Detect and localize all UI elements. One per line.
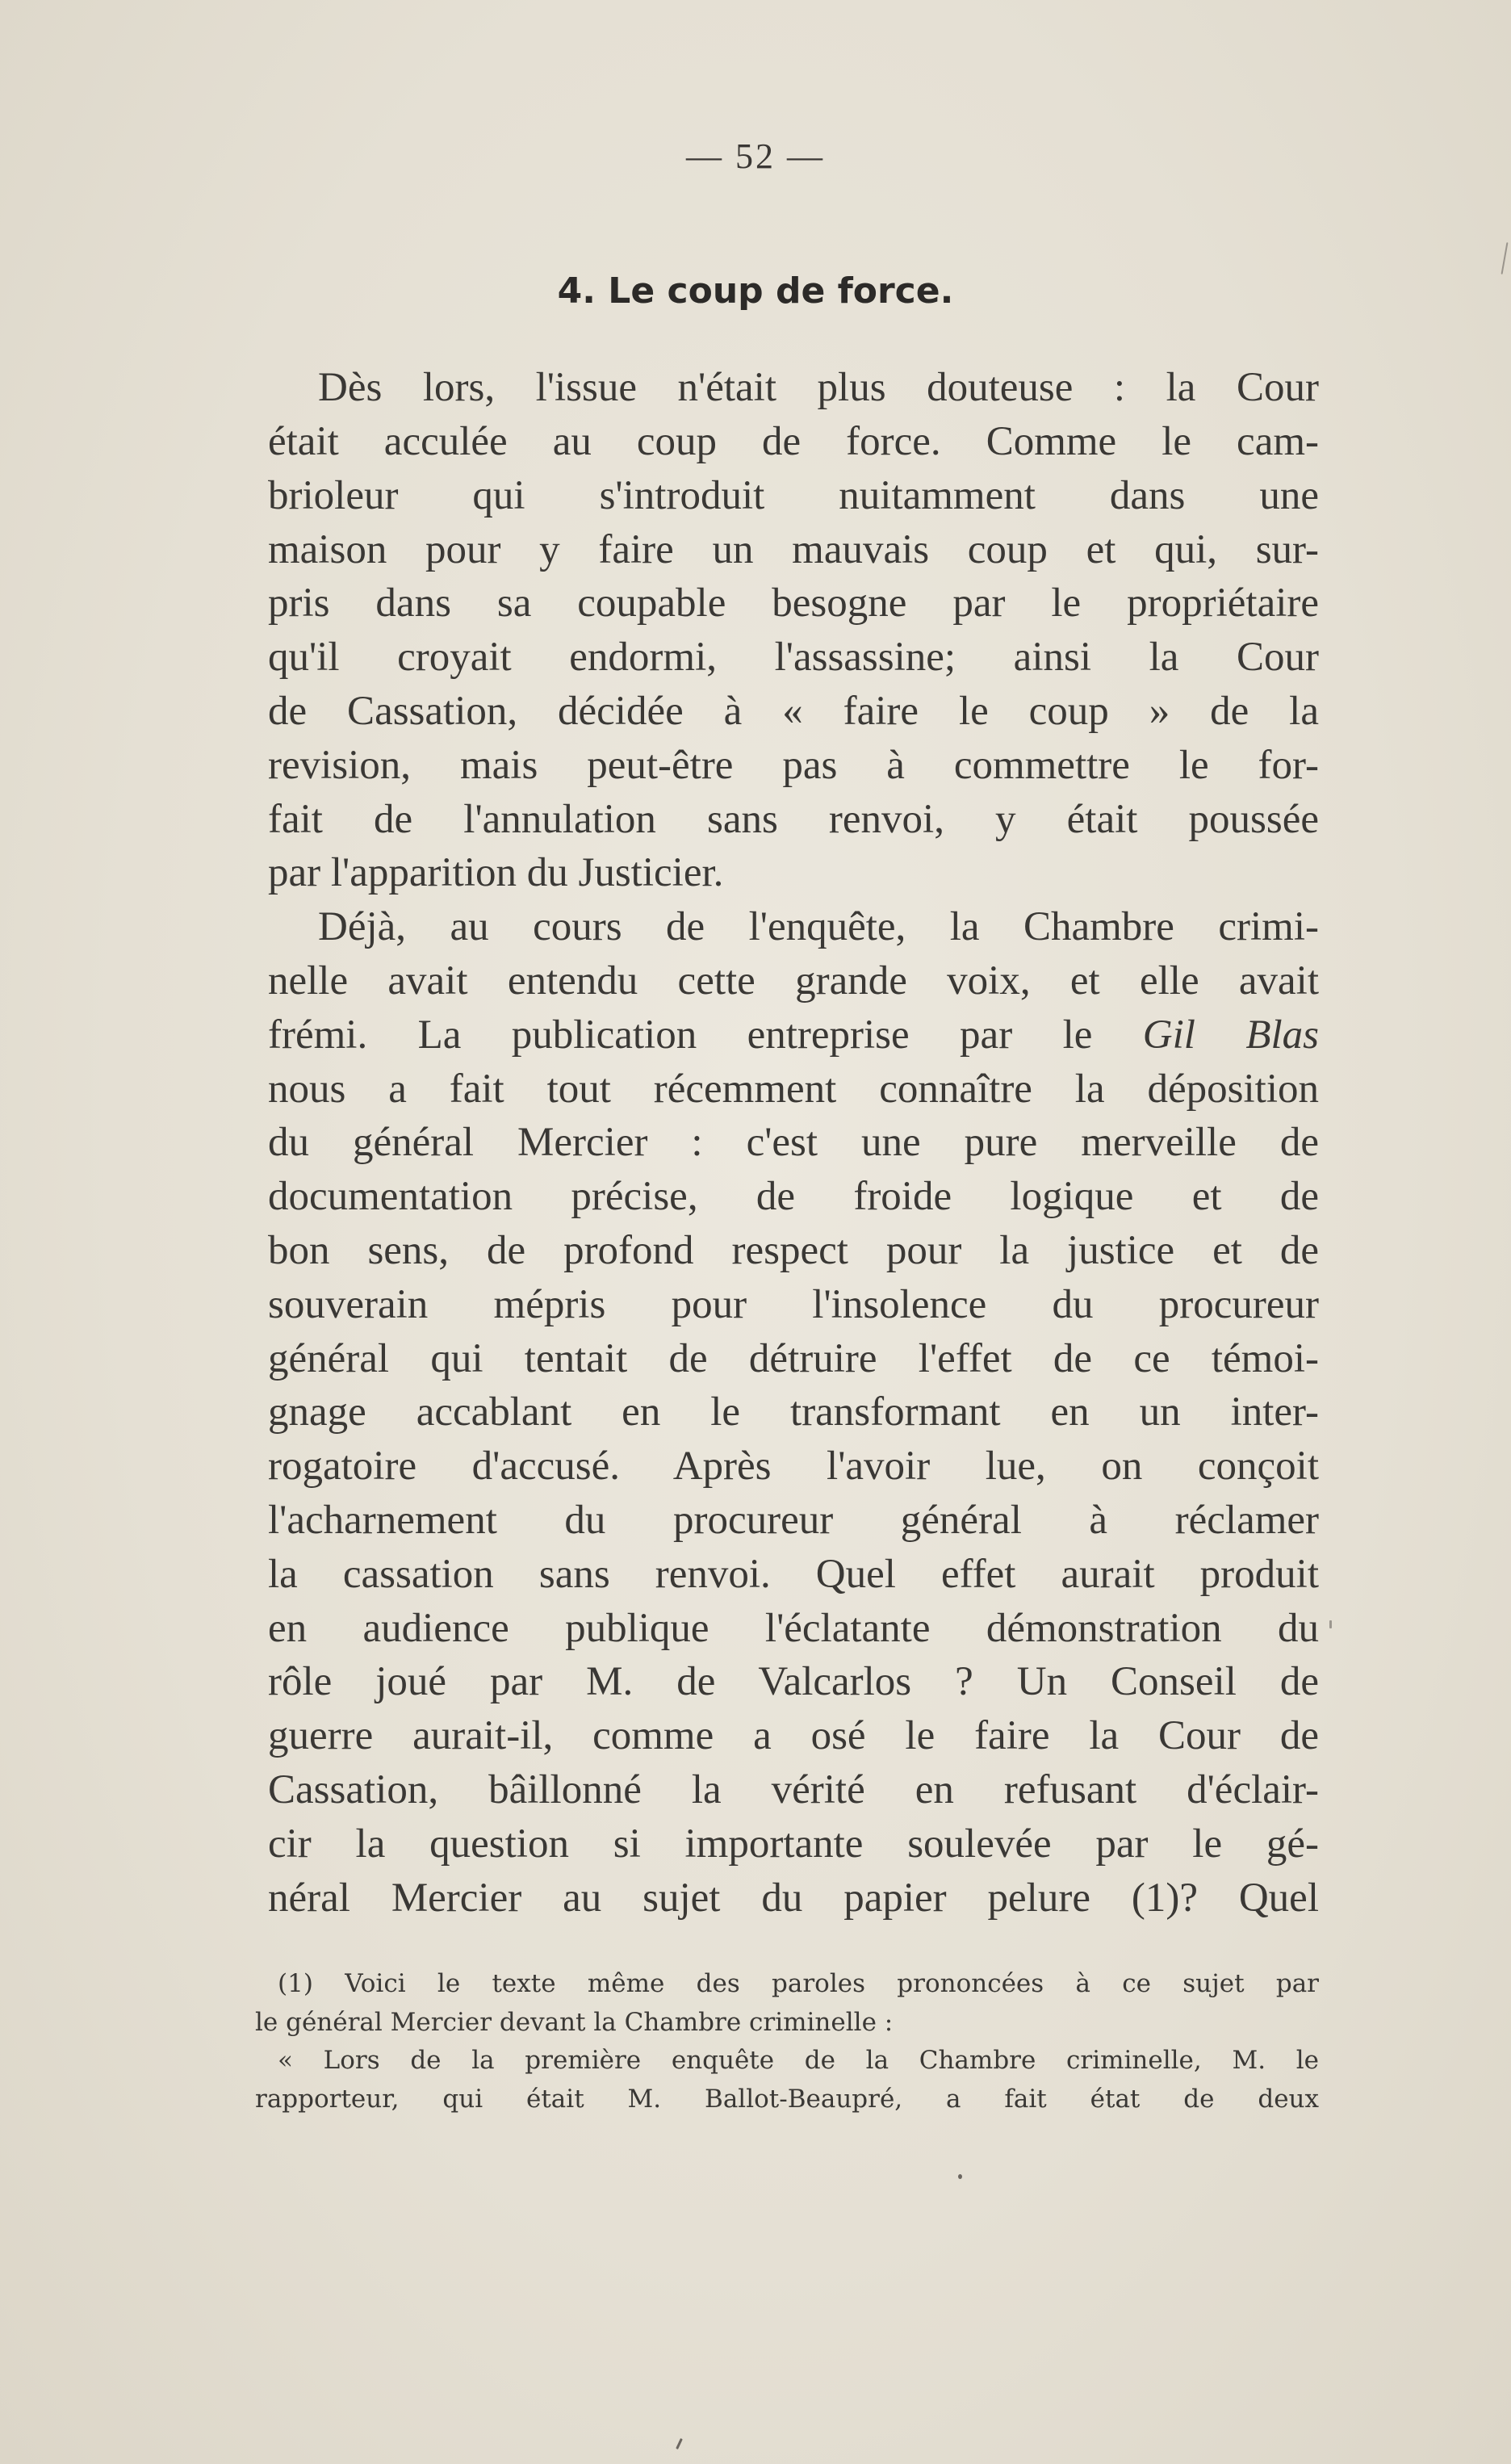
body-line: fait de l'annulation sans renvoi, y était poussée	[268, 797, 1319, 842]
body-line: Déjà, au cours de l'enquête, la Chambre crimi-	[318, 904, 1319, 949]
body-line: maison pour y faire un mauvais coup et qui, sur-	[268, 527, 1319, 572]
footnote-line: le général Mercier devant la Chambre criminelle :	[255, 2008, 894, 2037]
section-heading: 4. Le coup de force.	[557, 270, 954, 312]
body-line: général qui tentait de détruire l'effet de ce témoi-	[268, 1336, 1319, 1381]
paper-speck	[958, 2174, 962, 2179]
body-line: documentation précise, de froide logique et de	[268, 1174, 1319, 1219]
body-line: néral Mercier au sujet du papier pelure (1)? Quel	[268, 1875, 1319, 1921]
body-line: guerre aurait-il, comme a osé le faire la Cour de	[268, 1713, 1319, 1758]
body-line: était acculée au coup de force. Comme le cam-	[268, 419, 1319, 464]
body-line: en audience publique l'éclatante démonstration du	[268, 1606, 1319, 1651]
paper-speck	[676, 2438, 683, 2449]
body-line-text: frémi. La publication entreprise par le	[268, 1012, 1143, 1058]
body-line: pris dans sa coupable besogne par le propriétaire	[268, 580, 1319, 626]
body-line: rogatoire d'accusé. Après l'avoir lue, on conçoit	[268, 1444, 1319, 1489]
body-line: Cassation, bâillonné la vérité en refusant d'éclair-	[268, 1767, 1319, 1812]
body-line: brioleur qui s'introduit nuitamment dans une	[268, 473, 1319, 518]
paper-speck	[1501, 242, 1509, 274]
body-line: nous a fait tout récemment connaître la déposition	[268, 1066, 1319, 1112]
body-line: cir la question si importante soulevée par le gé-	[268, 1821, 1319, 1867]
body-line: souverain mépris pour l'insolence du procureur	[268, 1282, 1319, 1327]
body-line: gnage accablant en le transformant en un inter-	[268, 1389, 1319, 1435]
paper-speck	[1329, 1620, 1332, 1628]
footnote-line: rapporteur, qui était M. Ballot-Beaupré, a fait état de deux	[255, 2085, 1319, 2114]
body-line: qu'il croyait endormi, l'assassine; ainsi la Cour	[268, 635, 1319, 680]
body-line: revision, mais peut-être pas à commettre le for-	[268, 743, 1319, 788]
footnote-line: « Lors de la première enquête de la Chambre criminelle, M. le	[278, 2046, 1319, 2075]
body-line: de Cassation, décidée à « faire le coup » de la	[268, 689, 1319, 734]
body-line: nelle avait entendu cette grande voix, et elle avait	[268, 958, 1319, 1004]
italic-title: Gil Blas	[1142, 1012, 1319, 1058]
body-line: la cassation sans renvoi. Quel effet aurait produit	[268, 1552, 1319, 1597]
body-line: du général Mercier : c'est une pure merveille de	[268, 1120, 1319, 1165]
body-line: l'acharnement du procureur général à réclamer	[268, 1498, 1319, 1543]
page-number: — 52 —	[686, 136, 825, 176]
body-line: bon sens, de profond respect pour la justice et de	[268, 1228, 1319, 1273]
body-line: Dès lors, l'issue n'était plus douteuse : la Cour	[318, 365, 1319, 410]
body-line: rôle joué par M. de Valcarlos ? Un Conseil de	[268, 1659, 1319, 1704]
footnote-line: (1) Voici le texte même des paroles prononcées à ce sujet par	[278, 1969, 1319, 1998]
body-line: par l'apparition du Justicier.	[268, 850, 724, 895]
body-line	[268, 1012, 1319, 1058]
